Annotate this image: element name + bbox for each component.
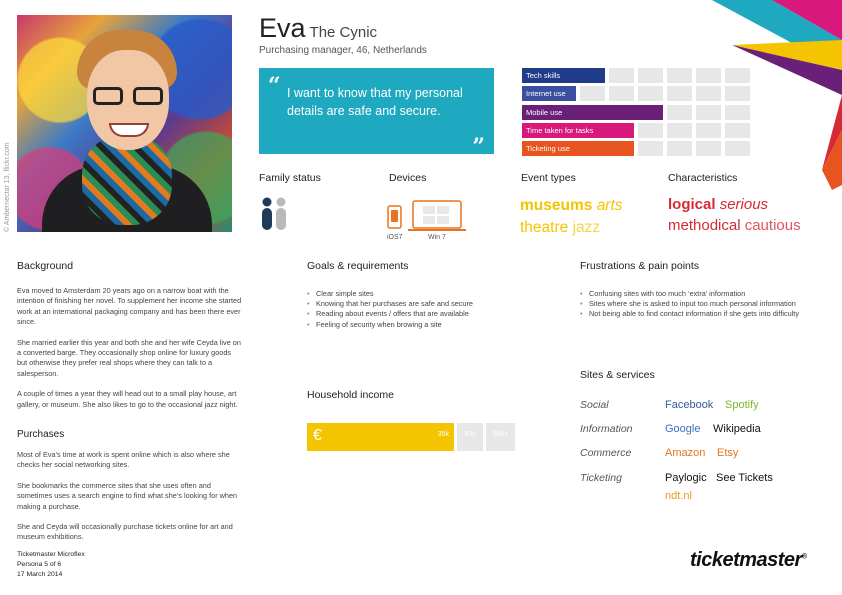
service-category-commerce: Commerce [580,447,632,459]
quote-open-mark: “ [268,73,281,99]
income-bar: 40k [457,423,483,451]
skill-cell [725,86,750,101]
skill-cell [725,123,750,138]
household-income-heading: Household income [307,389,394,401]
list-item: • Feeling of security when browing a site [307,320,527,330]
skill-bar: Time taken for tasks [522,123,634,138]
background-text [17,286,242,410]
char-cautious: cautious [744,217,801,234]
persona-name: Eva The Cynic [259,13,378,43]
event-types-heading: Event types [521,172,576,184]
event-types-words [520,195,660,239]
skill-cell [696,105,721,120]
skill-cell [609,86,634,101]
skill-cell [667,86,692,101]
skill-cell [580,86,605,101]
skill-cell [725,105,750,120]
event-jazz: jazz [572,219,601,236]
skill-row [522,105,757,120]
event-arts: arts [596,197,623,214]
characteristics-words [668,194,828,236]
skill-cell [638,68,663,83]
skill-cell [667,141,692,156]
income-bar: 50k+ [486,423,515,451]
euro-icon: € [313,427,322,444]
persona-nickname: The Cynic [309,24,378,41]
skill-cell [725,141,750,156]
skill-cell [638,123,663,138]
skill-row [522,86,757,101]
goals-heading: Goals & requirements [307,260,409,272]
purchases-heading: Purchases [17,429,65,440]
char-logical: logical [668,196,716,213]
purchases-text [17,450,242,543]
skill-bar: Mobile use [522,105,663,120]
skill-cell [667,68,692,83]
skill-row [522,123,757,138]
service-wikipedia: Wikipedia [713,423,761,435]
device-laptop-label: Win 7 [428,234,446,241]
skill-cell [696,123,721,138]
service-see-tickets: See Tickets [716,472,773,484]
devices-heading: Devices [389,172,427,184]
income-bar-selected: € 35k [307,423,454,451]
background-paragraph: Eva moved to Amsterdam 20 years ago on a narrow boat with the intention of finishing her novel. To supplement her income she started work at an international packaging company and has been there ever since. [17,286,242,327]
skill-bar: Internet use [522,86,576,101]
quote-close-mark: ” [472,134,485,160]
characteristics-heading: Characteristics [668,172,738,184]
char-methodical: methodical [668,217,741,234]
skill-cell [638,86,663,101]
list-item: • Sites where she is asked to input too much personal information [580,299,810,309]
skill-cell [609,68,634,83]
service-spotify: Spotify [725,399,759,411]
frustrations-heading: Frustrations & pain points [580,260,700,272]
devices-icons [386,200,466,232]
purchases-paragraph: She and Ceyda will occasionally purchase tickets online for art and museum exhibitions. [17,522,233,542]
service-category-social: Social [580,399,609,411]
photo-credit: © Ambernectar 13, flickr.com [4,142,11,232]
service-paylogic: Paylogic [665,472,707,484]
service-category-information: Information [580,423,633,435]
persona-role: Purchasing manager, 46, Netherlands [259,45,427,56]
skill-cell [725,68,750,83]
skill-cell [696,141,721,156]
list-item: • Not being able to find contact information if she gets into difficulty [580,309,810,319]
device-phone-label: iOS7 [387,234,403,241]
service-etsy: Etsy [717,447,739,459]
service-ndt: ndt.nl [665,490,692,502]
skill-cell [696,86,721,101]
purchases-paragraph: She bookmarks the commerce sites that she uses often and sometimes uses a search engine to find what she’s looking for when making a purchase. [17,480,238,511]
goals-list [307,289,527,330]
frustrations-list [580,289,810,320]
list-item: • Clear simple sites [307,289,527,299]
ticketmaster-logo: ticketmaster® [690,549,807,571]
skill-row [522,68,757,83]
footer-meta: Ticketmaster Microflex Persona 5 of 6 17 March 2014 [17,551,85,578]
skill-bar: Ticketing use [522,141,634,156]
list-item: • Reading about events / offers that are available [307,309,527,319]
skill-row [522,141,757,156]
skill-cell [638,141,663,156]
purchases-paragraph: Most of Eva’s time at work is spent online which is also where she checks her social networking sites. [17,450,230,470]
quote-box [259,68,494,160]
service-facebook: Facebook [665,399,714,411]
list-item: • Confusing sites with too much ‘extra’ information [580,289,810,299]
char-serious: serious [719,196,769,213]
service-google: Google [665,423,701,435]
family-status-heading: Family status [259,172,321,184]
service-category-ticketing: Ticketing [580,472,622,484]
service-amazon: Amazon [665,447,706,459]
background-paragraph: She married earlier this year and both she and her wife Ceyda live on a converted barge. They occasionally shop online for luxury goods but otherwise they prefer real shops where they can talk to a salesperson. [17,337,241,378]
income-chart [307,423,515,451]
event-museums: museums [520,197,593,214]
skill-cell [696,68,721,83]
quote-text: I want to know that my personal details are safe and secure. [287,86,463,118]
skill-cell [667,123,692,138]
sites-services-heading: Sites & services [580,369,655,381]
family-couple-icon [260,197,290,233]
event-theatre: theatre [520,219,569,236]
background-heading: Background [17,260,74,272]
skill-bar: Tech skills [522,68,605,83]
persona-photo [17,15,232,232]
background-paragraph: A couple of times a year they will head out to a small play house, art gallery, or museum. She also likes to go to the occasional jazz night. [17,389,238,409]
list-item: • Knowing that her purchases are safe and secure [307,299,527,309]
skill-cell [667,105,692,120]
